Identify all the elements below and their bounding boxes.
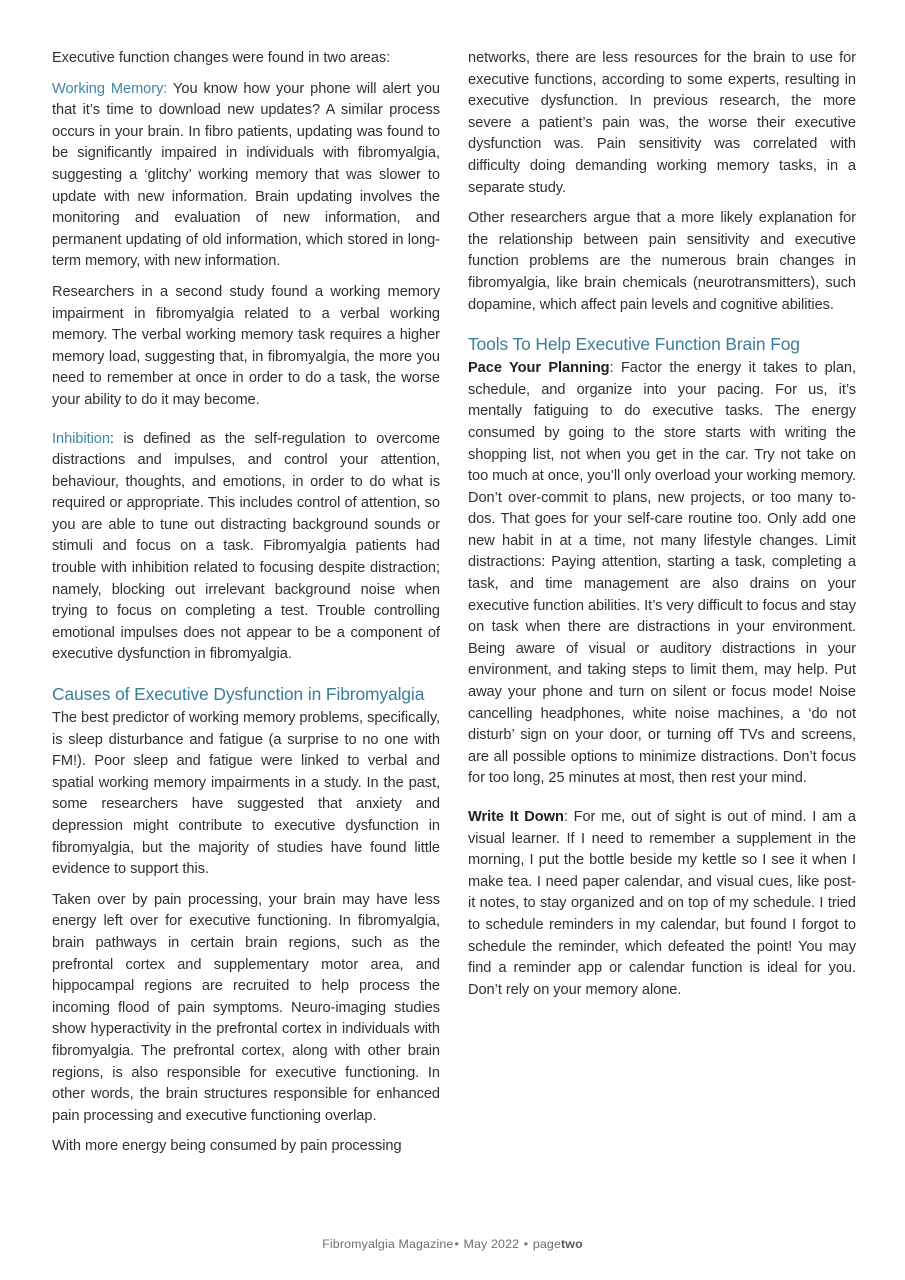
footer-separator-1: • — [454, 1237, 459, 1251]
inhibition-text: is defined as the self-regulation to overcome distractions and impulses, and control your attention, behaviour, thoughts, and emotions, in order to do what is required or appropriate. This includes control of attention, so you are able to tune out distracting background sounds or stimuli and focus on a task. Fibromyalgia patients had trouble with inhibition related to focusing despite distraction; namely, blocking out irrelevant background noise when trying to focus on completing a test. Trouble controlling emotional impulses does not appear to be a component of executive dysfunction in fibromyalgia. — [52, 430, 440, 663]
write-it-down-text: For me, out of sight is out of mind. I am a visual learner. If I need to remember a supplement in the morning, I put the bottle beside my kettle so I see it when I make tea. I need paper calendar, and visual cues, like post-it notes, to stay organized and on top of my schedule. I tried to schedule reminders in my calendar, but found I forgot to schedule the reminder, which defeated the point! You may find a reminder app or calendar function is ideal for you. Don’t rely on your memory alone. — [468, 809, 856, 998]
right-column — [468, 48, 856, 1208]
causes-heading: Causes of Executive Dysfunction in Fibromyalgia — [52, 684, 425, 705]
footer-page-prefix: page — [532, 1237, 562, 1251]
write-it-down-lead-in: Write It Down — [468, 809, 564, 825]
two-column-layout — [52, 48, 855, 1208]
inhibition-lead-in-suffix: : — [109, 430, 124, 447]
researchers-paragraph: Researchers in a second study found a working memory impairment in fibromyalgia related to a verbal working memory. The verbal working memory task requires a higher memory load, suggesting that, in fibromyalgia, the more you need to remember at once in order to do a task, the worse your ability to do it may become. — [52, 283, 440, 408]
footer-publication: Fibromyalgia Magazine — [322, 1237, 454, 1251]
inhibition-paragraph — [52, 429, 440, 667]
working-memory-lead-in-suffix: : — [163, 80, 174, 97]
write-it-down-lead-in-suffix: : — [563, 809, 574, 825]
causes-paragraph-1: The best predictor of working memory problems, specifically, is sleep disturbance and fatigue (a surprise to no one with FM!). Poor sleep and fatigue were linked to verbal and spatial working memory impairments in a study. In the past, some researchers have suggested that anxiety and depression might contribute to executive dysfunction in fibromyalgia, but the majority of studies have found little evidence to support this. — [52, 710, 440, 878]
write-it-down-paragraph — [468, 807, 856, 1001]
working-memory-paragraph — [52, 79, 440, 273]
pace-your-planning-lead-in-suffix: : — [609, 360, 621, 377]
left-column — [52, 48, 440, 1208]
pace-your-planning-lead-in: Pace Your Planning — [468, 360, 610, 377]
right-column-continuation-paragraph: networks, there are less resources for the brain to use for executive functions, according to some experts, resulting in executive dysfunction. In previous research, the more severe a patient’s pain was, the worse their executive dysfunction was. Pain sensitivity was correlated with difficulty doing demanding working memory tasks, in a separate study. — [468, 50, 856, 196]
footer-issue-date: May 2022 — [463, 1237, 520, 1251]
intro-paragraph: Executive function changes were found in two areas: — [52, 50, 391, 66]
footer-page-number: two — [561, 1237, 583, 1251]
working-memory-lead-in: Working Memory — [52, 80, 164, 97]
footer-separator-2: • — [523, 1237, 529, 1251]
left-column-continuation-paragraph: With more energy being consumed by pain processing — [52, 1138, 402, 1155]
pace-your-planning-paragraph — [468, 358, 856, 790]
page-footer — [0, 1236, 905, 1252]
inhibition-lead-in: Inhibition — [52, 430, 110, 447]
causes-paragraph-2: Taken over by pain processing, your brain may have less energy left over for executive functioning. In fibromyalgia, brain pathways in certain brain regions, such as the prefrontal cortex and supplementary motor area, and hippocampal regions are recruited to help process the incoming flood of pain symptoms. Neuro-imaging studies show hyperactivity in the prefrontal cortex in individuals with fibromyalgia. The prefrontal cortex, along with other brain regions, is also responsible for executive functioning. In other words, the brain structures responsible for enhanced pain processing and executive functioning overlap. — [52, 891, 440, 1124]
pace-your-planning-text: Factor the energy it takes to plan, schedule, and organize into your pacing. For us, it’s mentally fatiguing to do executive tasks. The energy consumed by going to the store starts with writing the shopping list, not when you get in the car. Try not take on too much at once, you’ll only overload your working memory. Don’t over-commit to plans, new projects, or too many to-dos. That goes for your self-care routine too. Only add one new habit in at a time, not many lifestyle changes. Limit distractions: Paying attention, starting a task, completing a task, and time management are also drains on your executive function abilities. It’s very difficult to focus and stay on task when there are distractions in your environment. Being aware of visual or auditory distractions in your environment, and taking steps to limit them, may help. Put away your phone and turn on silent or focus mode! Noise cancelling headphones, white noise machines, a ‘do not disturb’ sign on your door, or turning off TVs and screens, are all possible options to minimize distractions. Don’t focus for too long, 25 minutes at most, then rest your mind. — [468, 360, 856, 787]
working-memory-text: You know how your phone will alert you that it’s time to download new updates? A similar process occurs in your brain. In fibro patients, updating was found to be significantly impaired in individuals with fibromyalgia, suggesting a ‘glitchy’ working memory that was slower to update with new information. Brain updating involves the monitoring and evaluation of new information, and permanent updating of old information, which stored in long-term memory, with new information. — [52, 80, 440, 270]
other-researchers-paragraph: Other researchers argue that a more likely explanation for the relationship between pain sensitivity and executive function problems are the numerous brain changes in fibromyalgia, like brain chemicals (neurotransmitters), such dopamine, which affect pain levels and cognitive abilities. — [468, 210, 856, 313]
tools-heading: Tools To Help Executive Function Brain Fog — [468, 334, 800, 355]
